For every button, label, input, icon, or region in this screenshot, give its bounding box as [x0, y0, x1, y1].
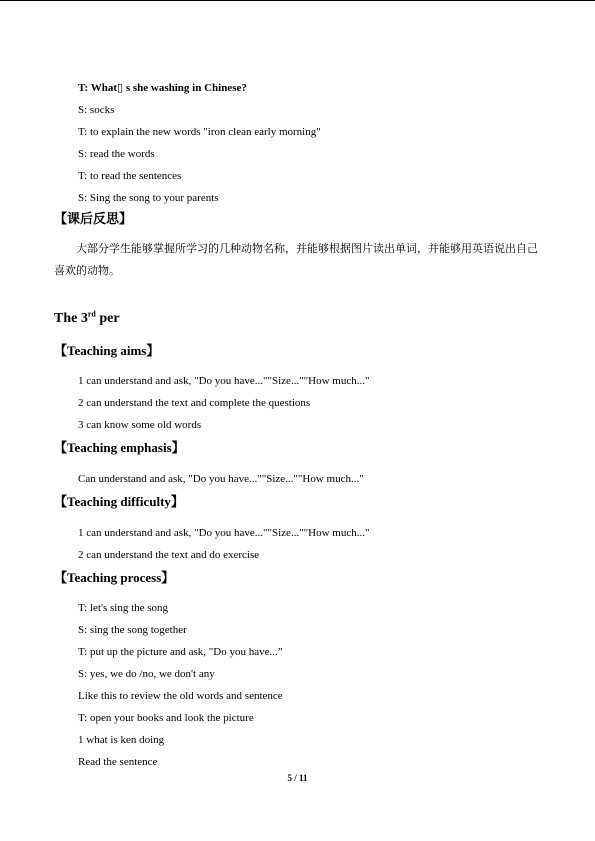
teaching-process-item: T: let's sing the song: [78, 602, 169, 614]
teaching-difficulty-item: 1 can understand and ask, "Do you have...""Size...""How much...": [78, 527, 370, 539]
teaching-process-item: S: yes, we do /no, we don't any: [78, 668, 215, 680]
teaching-process-item: Read the sentence: [78, 756, 158, 768]
period-title-main: The 3: [54, 311, 88, 326]
period-title-tail: per: [95, 311, 120, 326]
teaching-process-item: S: sing the song together: [78, 624, 187, 636]
teaching-process-item: T: put up the picture and ask, "Do you have...”: [78, 646, 283, 658]
teaching-process-heading: 【Teaching process】: [54, 570, 175, 585]
dialogue-line: T: to explain the new words "iron clean early morning": [78, 126, 321, 138]
teaching-emphasis-heading: 【Teaching emphasis】: [54, 440, 185, 455]
page-number: 5 / 11: [287, 773, 308, 783]
dialogue-line: T: What▯ s she washing in Chinese?: [78, 82, 247, 94]
teaching-emphasis-item: Can understand and ask, "Do you have...""Size...""How much...": [78, 473, 364, 485]
teaching-aims-item: 3 can know some old words: [78, 419, 202, 431]
teaching-difficulty-item: 2 can understand the text and do exercise: [78, 549, 260, 561]
page-top-rule: [0, 0, 595, 1]
reflection-heading: 【课后反思】: [54, 212, 133, 227]
teaching-process-item: T: open your books and look the picture: [78, 712, 254, 724]
dialogue-line: S: read the words: [78, 148, 155, 160]
teaching-process-item: Like this to review the old words and sentence: [78, 690, 283, 702]
teaching-aims-heading: 【Teaching aims】: [54, 343, 160, 358]
dialogue-line: T: to read the sentences: [78, 170, 182, 182]
reflection-paragraph: 大部分学生能够掌握所学习的几种动物名称，并能够根据图片读出单词，并能够用英语说出自己喜欢的动物。: [54, 242, 538, 277]
teaching-aims-item: 2 can understand the text and complete the questions: [78, 397, 311, 409]
dialogue-line: S: Sing the song to your parents: [78, 192, 219, 204]
period-title: [54, 311, 120, 327]
dialogue-line: S: socks: [78, 104, 115, 116]
teaching-process-item: 1 what is ken doing: [78, 734, 165, 746]
period-title-sup: rd: [87, 309, 96, 319]
teaching-aims-item: 1 can understand and ask, "Do you have...""Size...""How much...": [78, 375, 370, 387]
teaching-difficulty-heading: 【Teaching difficulty】: [54, 494, 184, 509]
